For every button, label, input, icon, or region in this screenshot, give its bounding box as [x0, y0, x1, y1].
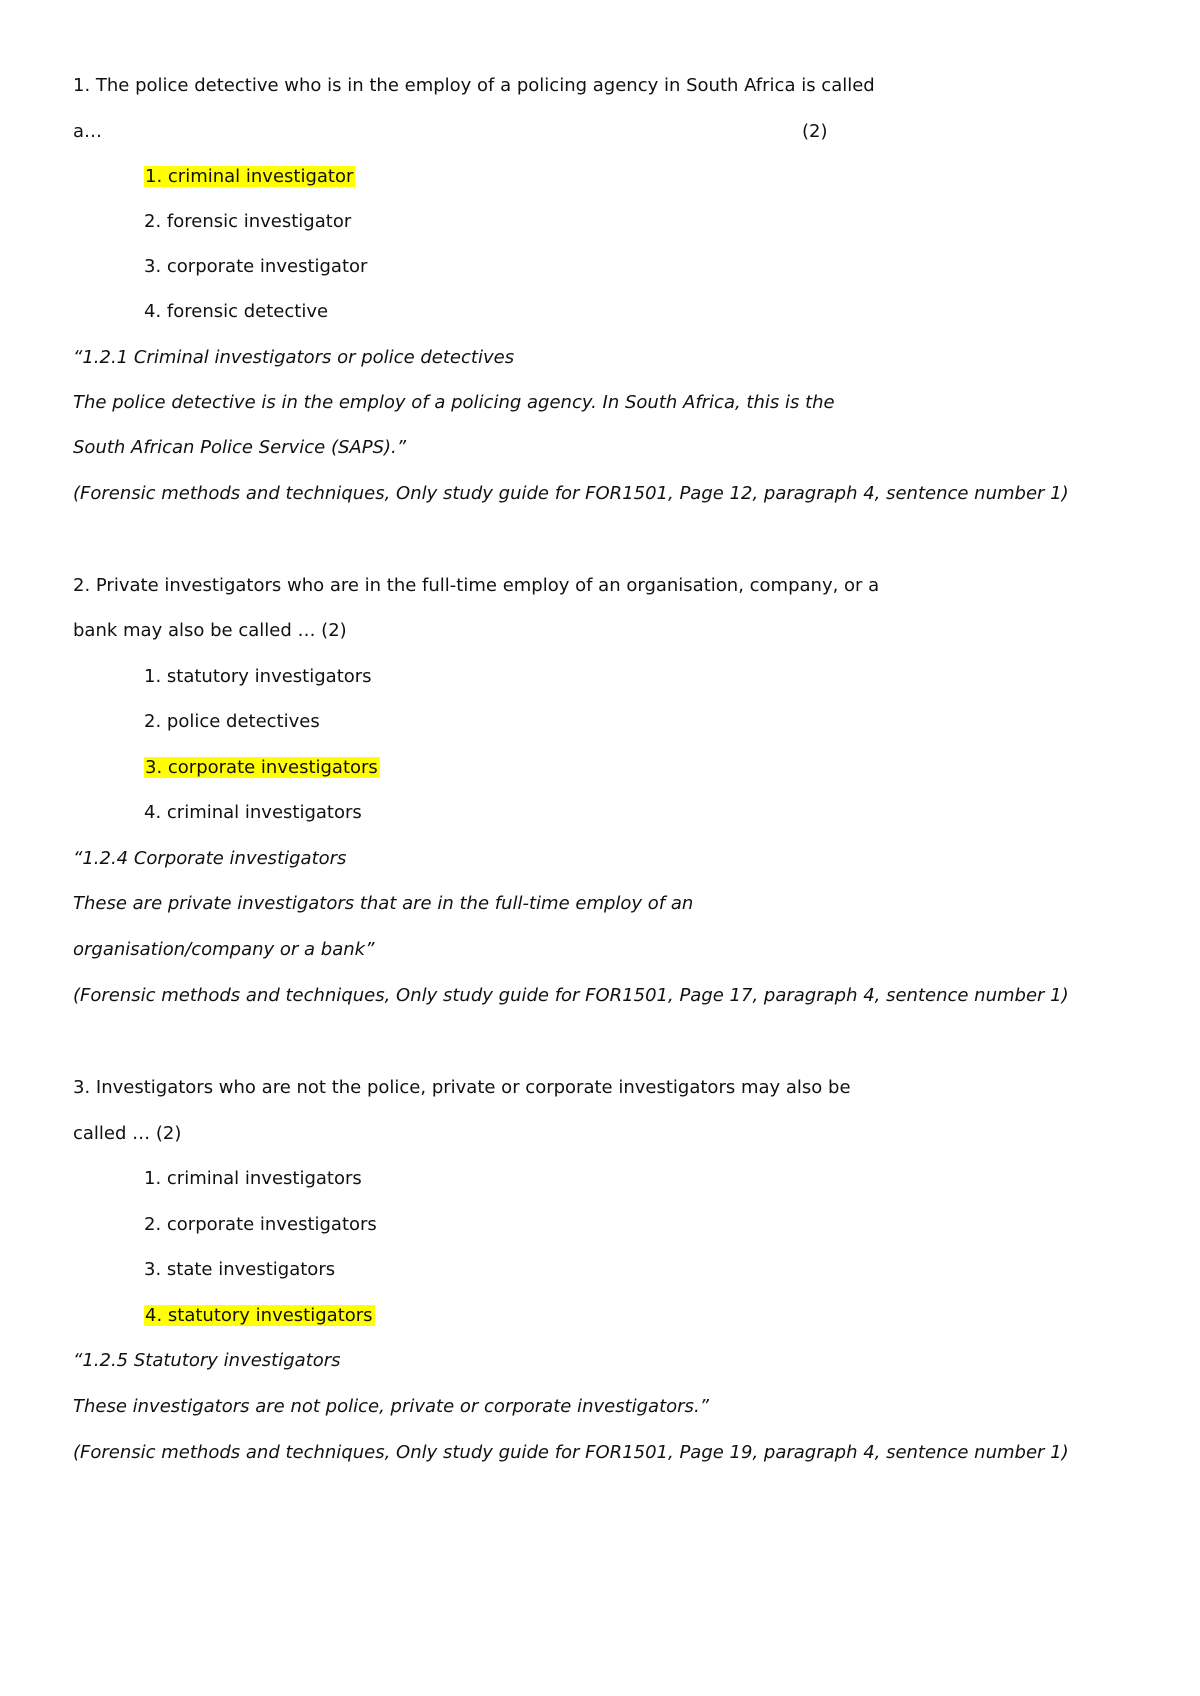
correct-answer-highlight: 3. corporate investigators	[145, 757, 378, 778]
correct-answer-highlight: 1. criminal investigator	[145, 166, 354, 187]
answer-option-2: 2. forensic investigator	[144, 211, 352, 232]
quote-line-3: organisation/company or a bank”	[73, 939, 375, 960]
question-text-line2: bank may also be called … (2)	[73, 620, 347, 641]
answer-option-4	[144, 1304, 375, 1328]
answer-option-1	[144, 165, 355, 189]
quote-line-2: The police detective is in the employ of a policing agency. In South Africa, this is the	[73, 392, 835, 413]
answer-option-1: 1. statutory investigators	[144, 666, 372, 687]
answer-option-4: 4. criminal investigators	[144, 802, 362, 823]
answer-option-3: 3. state investigators	[144, 1259, 336, 1280]
reference-citation: (Forensic methods and techniques, Only study guide for FOR1501, Page 12, paragraph 4, sentence number 1)	[73, 483, 1069, 504]
reference-citation: (Forensic methods and techniques, Only study guide for FOR1501, Page 17, paragraph 4, sentence number 1)	[73, 985, 1069, 1006]
question-text-line2: called … (2)	[73, 1123, 182, 1144]
answer-option-2: 2. corporate investigators	[144, 1214, 377, 1235]
answer-option-3: 3. corporate investigator	[144, 256, 368, 277]
question-marks: (2)	[802, 121, 828, 142]
question-text-line1: 3. Investigators who are not the police, private or corporate investigators may also be	[73, 1077, 851, 1098]
quote-line-2: These are private investigators that are in the full-time employ of an	[73, 893, 694, 914]
quote-line-2: These investigators are not police, private or corporate investigators.”	[73, 1396, 709, 1417]
correct-answer-highlight: 4. statutory investigators	[145, 1305, 373, 1326]
question-text-line1: 2. Private investigators who are in the full-time employ of an organisation, company, or a	[73, 575, 880, 596]
question-text-line1: 1. The police detective who is in the employ of a policing agency in South Africa is called	[73, 75, 875, 96]
answer-option-4: 4. forensic detective	[144, 301, 329, 322]
quote-line-1: “1.2.5 Statutory investigators	[73, 1350, 341, 1371]
answer-option-1: 1. criminal investigators	[144, 1168, 362, 1189]
reference-citation: (Forensic methods and techniques, Only study guide for FOR1501, Page 19, paragraph 4, sentence number 1)	[73, 1442, 1069, 1463]
quote-line-3: South African Police Service (SAPS).”	[73, 437, 407, 458]
quote-line-1: “1.2.1 Criminal investigators or police detectives	[73, 347, 515, 368]
question-text-line2: a…	[73, 121, 103, 142]
answer-option-2: 2. police detectives	[144, 711, 320, 732]
answer-option-3	[144, 756, 380, 780]
quote-line-1: “1.2.4 Corporate investigators	[73, 848, 347, 869]
